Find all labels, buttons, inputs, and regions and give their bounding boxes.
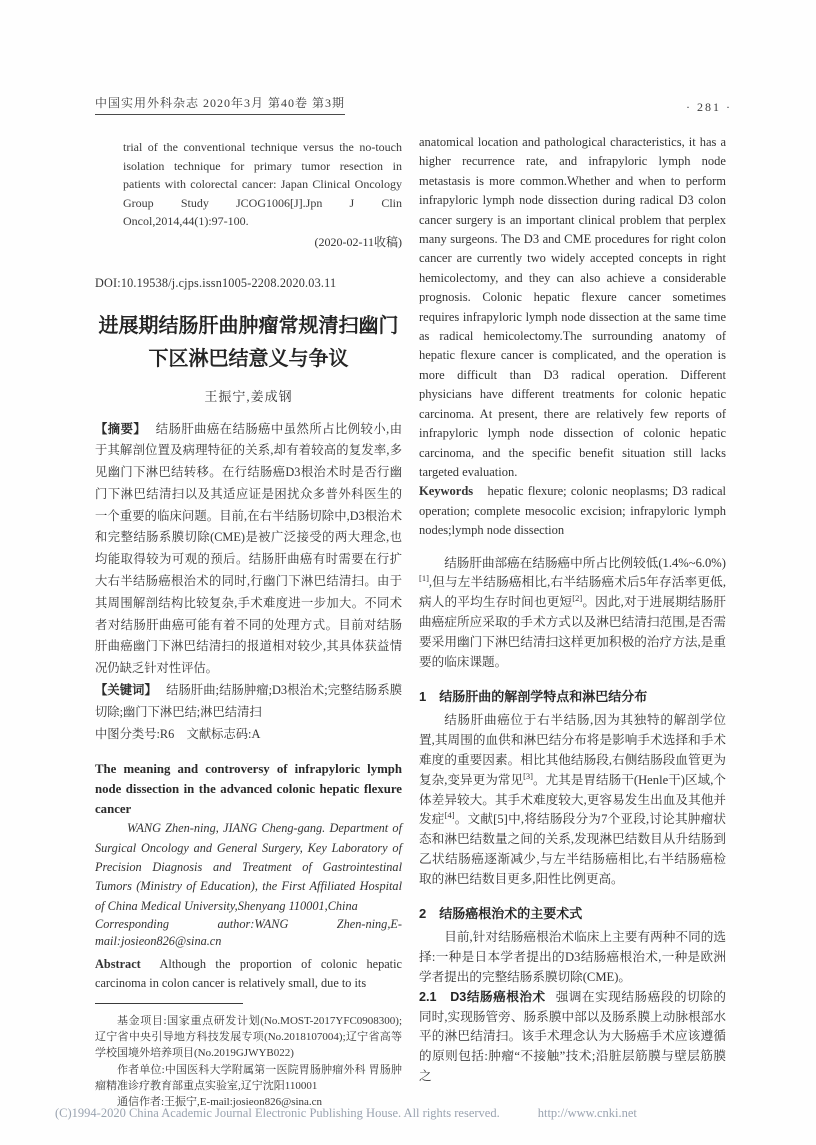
section2-1-heading: 2.1 D3结肠癌根治术 xyxy=(419,989,546,1004)
affiliation-en: WANG Zhen-ning, JIANG Cheng-gang. Department of Surgical Oncology and General Surgery, Key Laboratory of Precision Diagnosis and Treatment of Gastrointestinal Tumors (Ministry of Education), the First Affiliated Hospital of China Medical University,Shenyang 110001,China xyxy=(95,821,402,913)
footnote-rule xyxy=(95,1003,243,1004)
section2-1-paragraph xyxy=(419,988,726,1087)
doi-line: DOI:10.19538/j.cjps.issn1005-2208.2020.03.11 xyxy=(95,275,337,290)
keywords-cn-label: 【关键词】 xyxy=(95,683,157,698)
abstract-cn-text: 结肠肝曲癌在结肠癌中虽然所占比例较小,由于其解剖位置及病理特征的关系,却有着较高的复发率,多见幽门下淋巴结转移。在行结肠癌D3根治术时是否行幽门下淋巴结清扫以及其适应证是困扰众多普外科医生的一个重要的临床问题。目前,在右半结肠切除中,D3根治术和完整结肠系膜切除(CME)是被广泛接受的两大理念,也均能取得较为可观的预后。结肠肝曲癌有时需要在行扩大右半结肠癌根治术的同时,行幽门下淋巴结清扫。由于其周围解剖结构比较复杂,手术难度进一步加大。不同术者对结肠肝曲癌可能有着不同的处理方式。目前对结肠肝曲癌幽门下淋巴结清扫的报道相对较少,其具体获益情况仍缺乏针对性评估。 xyxy=(95,421,402,676)
section1-text-2: 。尤其是胃结肠干(Henle干)区域,个体差异较大。其手术难度较大,更容易发生出血及其他并发症 xyxy=(419,772,726,827)
keywords-en xyxy=(419,482,726,540)
footnote-fund: 基金项目:国家重点研发计划(No.MOST-2017YFC0908300);辽宁省中央引导地方科技发展专项(No.2018107004);辽宁省高等学校国境外培养项目(No.2019GJWYB022) xyxy=(95,1014,402,1060)
footnote-author-affiliation: 作者单位:中国医科大学附属第一医院胃肠肿瘤外科 胃肠肿瘤精准诊疗教育部重点实验室,辽宁沈阳110001 xyxy=(95,1063,402,1092)
citation-marker-2: [2] xyxy=(572,592,583,603)
clc-line: 中图分类号:R6 文献标志码:A xyxy=(95,726,261,741)
page-number: · 281 · xyxy=(686,100,732,114)
journal-issue-info: 中国实用外科杂志 2020年3月 第40卷 第3期 xyxy=(95,94,345,115)
abstract-cn xyxy=(95,419,402,681)
footnote-block xyxy=(95,1013,402,1110)
page-header xyxy=(95,94,732,115)
footnote-corresponding: 通信作者:王振宁,E-mail:josieon826@sina.cn xyxy=(117,1095,323,1108)
reference-continuation: trial of the conventional technique versus the no-touch isolation technique for primary tumor resection in patients with colorectal cancer: Japan Clinical Oncology Group Study JCOG1006[J].Jpn J Clin Oncol,2014,44(1):97-100. xyxy=(123,140,402,228)
authors-cn: 王振宁,姜成钢 xyxy=(204,388,293,404)
left-column xyxy=(95,138,402,1110)
keywords-en-text: hepatic flexure; colonic neoplasms; D3 radical operation; complete mesocolic excision; infrapyloric lymph nodes;lymph node dissection xyxy=(419,484,726,538)
section2-heading: 2 结肠癌根治术的主要术式 xyxy=(419,906,583,922)
section1-heading: 1 结肠肝曲的解剖学特点和淋巴结分布 xyxy=(419,689,648,705)
abstract-en-continuation: anatomical location and pathological characteristics, it has a higher recurrence rate, and infrapyloric lymph node metastasis is more common.Whether and when to perform infrapyloric lymph node dissection during radical D3 colon cancer surgery is an important clinical problem that perplex many surgeons. The D3 and CME procedures for right colon cancer are currently two widely accepted concepts in right hemicolectomy, and they can also achieve a considerable prognosis. Colonic hepatic flexure cancer sometimes requires infrapyloric lymph node dissection at the same time as radical hemicolectomy.The surrounding anatomy of hepatic flexure cancer is complicated, and the operation is more difficult than D3 radical operation. Different physicians have different treatments for colonic hepatic carcinoma. At present, there are relatively few reports of infrapyloric lymph node dissection of colonic hepatic carcinoma, and the specific benefit situation still lacks targeted evaluation. xyxy=(419,135,726,479)
keywords-en-label: Keywords xyxy=(419,484,474,499)
keywords-cn-text: 结肠肝曲;结肠肿瘤;D3根治术;完整结肠系膜切除;幽门下淋巴结;淋巴结清扫 xyxy=(95,683,402,719)
article-title-cn-line2: 下区淋巴结意义与争议 xyxy=(148,347,349,370)
keywords-cn xyxy=(95,680,402,724)
citation-marker-4: [4] xyxy=(444,810,455,821)
abstract-cn-label: 【摘要】 xyxy=(95,421,147,436)
right-column xyxy=(419,133,726,1087)
abstract-en-head-text: Although the proportion of colonic hepatic carcinoma in colon cancer is relatively small, due to its xyxy=(95,956,402,991)
section1-text-3: 。文献[5]中,将结肠段分为7个亚段,讨论其肿瘤状态和淋巴结数量之间的关系,发现淋巴结数目从升结肠到乙状结肠癌逐渐减少,与左半结肠癌相比,右半结肠癌检取的淋巴结数目更多,阳性比例更高。 xyxy=(419,812,727,886)
article-title-cn xyxy=(95,310,402,376)
intro-text-2: ,但与左半结肠癌相比,右半结肠癌术后5年存活率更低,病人的平均生存时间也更短 xyxy=(419,575,726,610)
section2-paragraph1: 目前,针对结肠癌根治术临床上主要有两种不同的选择:一种是日本学者提出的D3结肠癌根治术,一种是欧洲学者提出的完整结肠系膜切除(CME)。 xyxy=(419,930,726,985)
section1-paragraph xyxy=(419,711,726,889)
section2-1-body: 强调在实现结肠癌段的切除的同时,实现肠管旁、肠系膜中部以及肠系膜上动脉根部水平的淋巴结清扫。该手术理念认为大肠癌手术应该遵循的原则包括:肿瘤“不接触”技术;沿脏层筋膜与壁层筋膜之 xyxy=(419,989,727,1084)
citation-marker-3: [3] xyxy=(523,770,533,781)
copyright-text: (C)1994-2020 China Academic Journal Electronic Publishing House. All rights reserved. xyxy=(55,1106,500,1120)
cnki-footer xyxy=(55,1106,761,1121)
received-date: (2020-02-11收稿) xyxy=(314,234,402,249)
intro-paragraph xyxy=(419,554,726,673)
intro-text-3: 。因此,对于进展期结肠肝曲癌症所应采取的手术方式以及淋巴结清扫范围,是否需要采用幽门下淋巴结清扫这样更加积极的治疗方法,是重要的临床课题。 xyxy=(419,595,726,669)
abstract-en-start xyxy=(95,955,402,994)
abstract-en-label: Abstract xyxy=(95,956,141,971)
article-title-cn-line1: 进展期结肠肝曲肿瘤常规清扫幽门 xyxy=(98,314,399,337)
citation-marker-1: [1] xyxy=(419,573,429,584)
section1-text-1: 结肠肝曲癌位于右半结肠,因为其独特的解剖学位置,其周围的血供和淋巴结分布将是影响手术选择和手术难度的重要因素。相比其他结肠段,右侧结肠段血管更为复杂,变异更为常见 xyxy=(419,713,726,787)
cnki-url: http://www.cnki.net xyxy=(537,1106,637,1120)
article-title-en: The meaning and controversy of infrapyloric lymph node dissection in the advanced colonic hepatic flexure cancer xyxy=(95,762,402,817)
intro-text-1: 结肠肝曲部癌在结肠癌中所占比例较低(1.4%~6.0%) xyxy=(444,555,726,570)
corresponding-author-en: Corresponding author:WANG Zhen-ning,E-mail:josieon826@sina.cn xyxy=(95,916,402,948)
